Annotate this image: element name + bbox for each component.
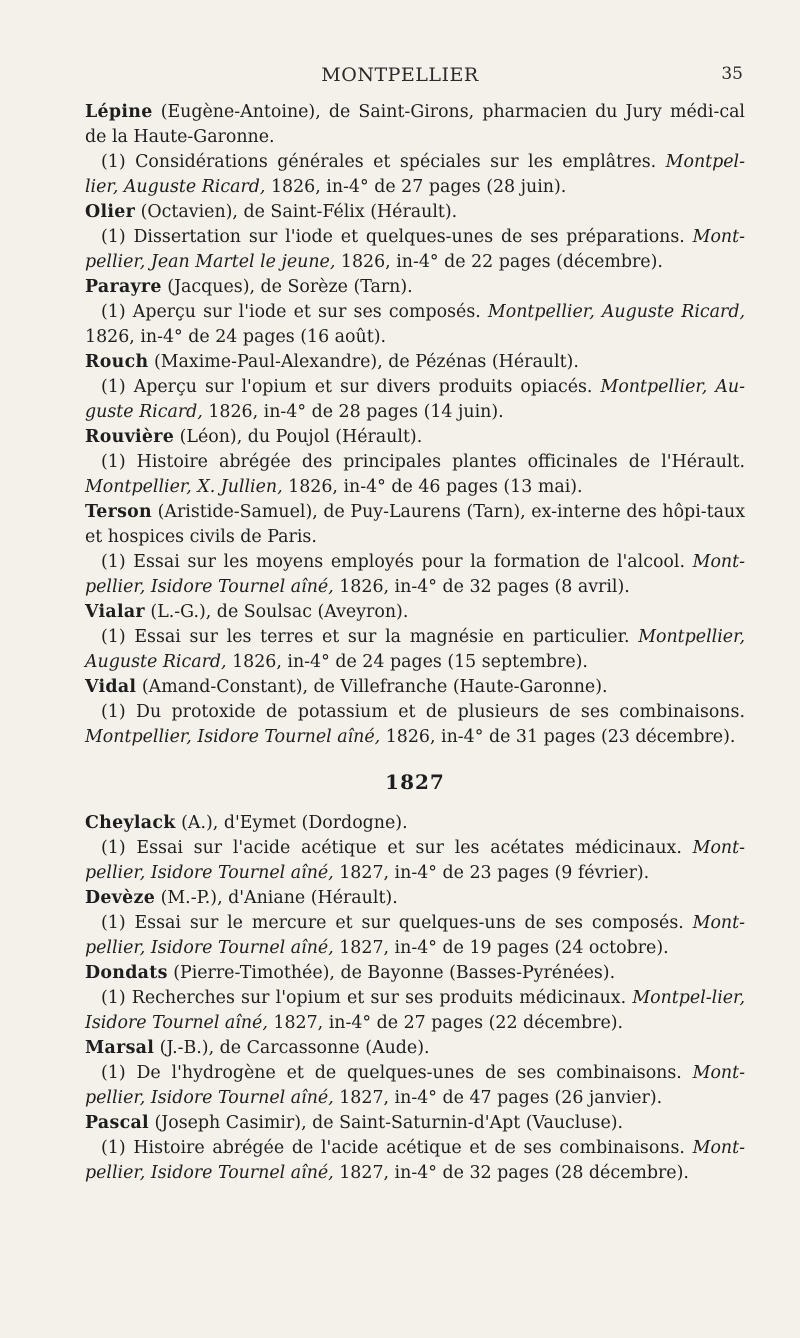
author-details: (Octavien), de Saint-Félix (Hérault). (135, 202, 458, 222)
format-date: 1827, in-4° de 27 pages (22 décembre). (267, 1013, 624, 1033)
work-title: (1) Essai sur les terres et sur la magnésie en particulier. (101, 627, 639, 647)
work-line (85, 300, 745, 350)
work-line (85, 625, 745, 675)
imprint: Mont-pellier, Isidore Tournel aîné, (85, 838, 745, 883)
author-details: (Pierre-Timothée), de Bayonne (Basses-Pyrénées). (167, 963, 616, 983)
format-date: 1827, in-4° de 47 pages (26 janvier). (333, 1088, 663, 1108)
bibliography-entry (85, 350, 745, 425)
author-name: Cheylack (85, 813, 176, 833)
author-line (85, 886, 745, 911)
entries-1827 (85, 811, 745, 1186)
work-title: (1) Aperçu sur l'iode et sur ses composés. (101, 302, 488, 322)
imprint: Montpellier, Au-guste Ricard, (85, 377, 746, 422)
bibliography-entry (85, 1036, 745, 1111)
work-line (85, 700, 745, 750)
bibliography-entry (85, 200, 745, 275)
work-title: (1) Essai sur l'acide acétique et sur les acétates médicinaux. (101, 838, 693, 858)
format-date: 1826, in-4° de 32 pages (8 avril). (333, 577, 630, 597)
format-date: 1826, in-4° de 46 pages (13 mai). (282, 477, 583, 497)
imprint: Mont-pellier, Isidore Tournel aîné, (85, 552, 745, 597)
author-details: (J.-B.), de Carcassonne (Aude). (154, 1038, 430, 1058)
entries-1826 (85, 100, 745, 750)
bibliography-entry (85, 961, 745, 1036)
work-title: (1) Essai sur le mercure et sur quelques-uns de ses composés. (101, 913, 693, 933)
running-title: MONTPELLIER (321, 64, 479, 86)
format-date: 1826, in-4° de 27 pages (28 juin). (265, 177, 567, 197)
bibliography-entry (85, 1111, 745, 1186)
work-title: (1) Du protoxide de potassium et de plusieurs de ses combinaisons. (101, 702, 745, 722)
author-details: (Aristide-Samuel), de Puy-Laurens (Tarn), ex-interne des hôpi-taux et hospices civils de Paris. (85, 502, 745, 547)
imprint: Mont-pellier, Isidore Tournel aîné, (85, 913, 745, 958)
bibliography-entry (85, 275, 745, 350)
author-details: (A.), d'Eymet (Dordogne). (175, 813, 408, 833)
bibliography-entry (85, 675, 745, 750)
bibliography-entry (85, 811, 745, 886)
work-title: (1) Histoire abrégée des principales plantes officinales de l'Hérault. (101, 452, 745, 472)
author-line (85, 275, 745, 300)
author-line (85, 425, 745, 450)
work-title: (1) Dissertation sur l'iode et quelques-unes de ses préparations. (101, 227, 693, 247)
body-text (85, 100, 745, 1186)
author-line (85, 200, 745, 225)
author-line (85, 600, 745, 625)
author-line (85, 1036, 745, 1061)
author-details: (Eugène-Antoine), de Saint-Girons, pharmacien du Jury médi-cal de la Haute-Garonne. (85, 102, 745, 147)
work-line (85, 1136, 745, 1186)
imprint: Montpellier, Isidore Tournel aîné, (85, 727, 381, 747)
imprint: Montpellier, Auguste Ricard, (487, 302, 745, 322)
format-date: 1827, in-4° de 23 pages (9 février). (333, 863, 650, 883)
work-line (85, 550, 745, 600)
work-title: (1) Aperçu sur l'opium et sur divers produits opiacés. (101, 377, 601, 397)
bibliography-entry (85, 600, 745, 675)
format-date: 1826, in-4° de 24 pages (15 septembre). (226, 652, 588, 672)
author-line (85, 500, 745, 550)
work-line (85, 986, 745, 1036)
work-title: (1) Histoire abrégée de l'acide acétique et de ses combinaisons. (101, 1138, 693, 1158)
page-header (0, 64, 800, 94)
author-line (85, 675, 745, 700)
bibliography-entry (85, 500, 745, 600)
imprint: Montpel-lier, Isidore Tournel aîné, (85, 988, 745, 1033)
author-line (85, 1111, 745, 1136)
author-name: Lépine (85, 102, 153, 122)
author-name: Rouvière (85, 427, 175, 447)
work-title: (1) Recherches sur l'opium et sur ses produits médicinaux. (101, 988, 633, 1008)
work-title: (1) Considérations générales et spéciales sur les emplâtres. (101, 152, 666, 172)
work-line (85, 225, 745, 275)
imprint: Montpellier, X. Jullien, (85, 477, 283, 497)
format-date: 1826, in-4° de 24 pages (16 août). (85, 327, 387, 347)
author-name: Marsal (85, 1038, 155, 1058)
author-line (85, 350, 745, 375)
author-details: (Jacques), de Sorèze (Tarn). (161, 277, 413, 297)
work-line (85, 911, 745, 961)
bibliography-entry (85, 886, 745, 961)
author-name: Rouch (85, 352, 149, 372)
work-line (85, 1061, 745, 1111)
page-number: 35 (721, 64, 743, 84)
format-date: 1826, in-4° de 22 pages (décembre). (335, 252, 663, 272)
author-name: Dondats (85, 963, 168, 983)
imprint: Mont-pellier, Jean Martel le jeune, (85, 227, 745, 272)
author-name: Terson (85, 502, 153, 522)
format-date: 1827, in-4° de 19 pages (24 octobre). (333, 938, 669, 958)
author-details: (Amand-Constant), de Villefranche (Haute-Garonne). (136, 677, 608, 697)
format-date: 1826, in-4° de 31 pages (23 décembre). (380, 727, 736, 747)
author-details: (Léon), du Poujol (Hérault). (174, 427, 423, 447)
author-line (85, 100, 745, 150)
author-name: Olier (85, 202, 136, 222)
author-name: Devèze (85, 888, 156, 908)
work-title: (1) Essai sur les moyens employés pour la formation de l'alcool. (101, 552, 693, 572)
imprint: Mont-pellier, Isidore Tournel aîné, (85, 1063, 745, 1108)
author-details: (Joseph Casimir), de Saint-Saturnin-d'Apt (Vaucluse). (148, 1113, 624, 1133)
author-line (85, 811, 745, 836)
bibliography-entry (85, 100, 745, 200)
author-name: Pascal (85, 1113, 149, 1133)
author-details: (L.-G.), de Soulsac (Aveyron). (144, 602, 409, 622)
format-date: 1827, in-4° de 32 pages (28 décembre). (333, 1163, 689, 1183)
year-heading: 1827 (385, 770, 445, 794)
work-line (85, 836, 745, 886)
author-details: (Maxime-Paul-Alexandre), de Pézénas (Hérault). (148, 352, 579, 372)
work-line (85, 150, 745, 200)
bibliography-entry (85, 425, 745, 500)
format-date: 1826, in-4° de 28 pages (14 juin). (202, 402, 504, 422)
author-details: (M.-P.), d'Aniane (Hérault). (155, 888, 398, 908)
author-name: Vialar (85, 602, 145, 622)
imprint: Mont-pellier, Isidore Tournel aîné, (85, 1138, 745, 1183)
author-name: Parayre (85, 277, 162, 297)
imprint: Montpel-lier, Auguste Ricard, (85, 152, 745, 197)
work-title: (1) De l'hydrogène et de quelques-unes de ses combinaisons. (101, 1063, 693, 1083)
work-line (85, 450, 745, 500)
work-line (85, 375, 745, 425)
author-line (85, 961, 745, 986)
imprint: Montpellier, Auguste Ricard, (85, 627, 745, 672)
author-name: Vidal (85, 677, 137, 697)
